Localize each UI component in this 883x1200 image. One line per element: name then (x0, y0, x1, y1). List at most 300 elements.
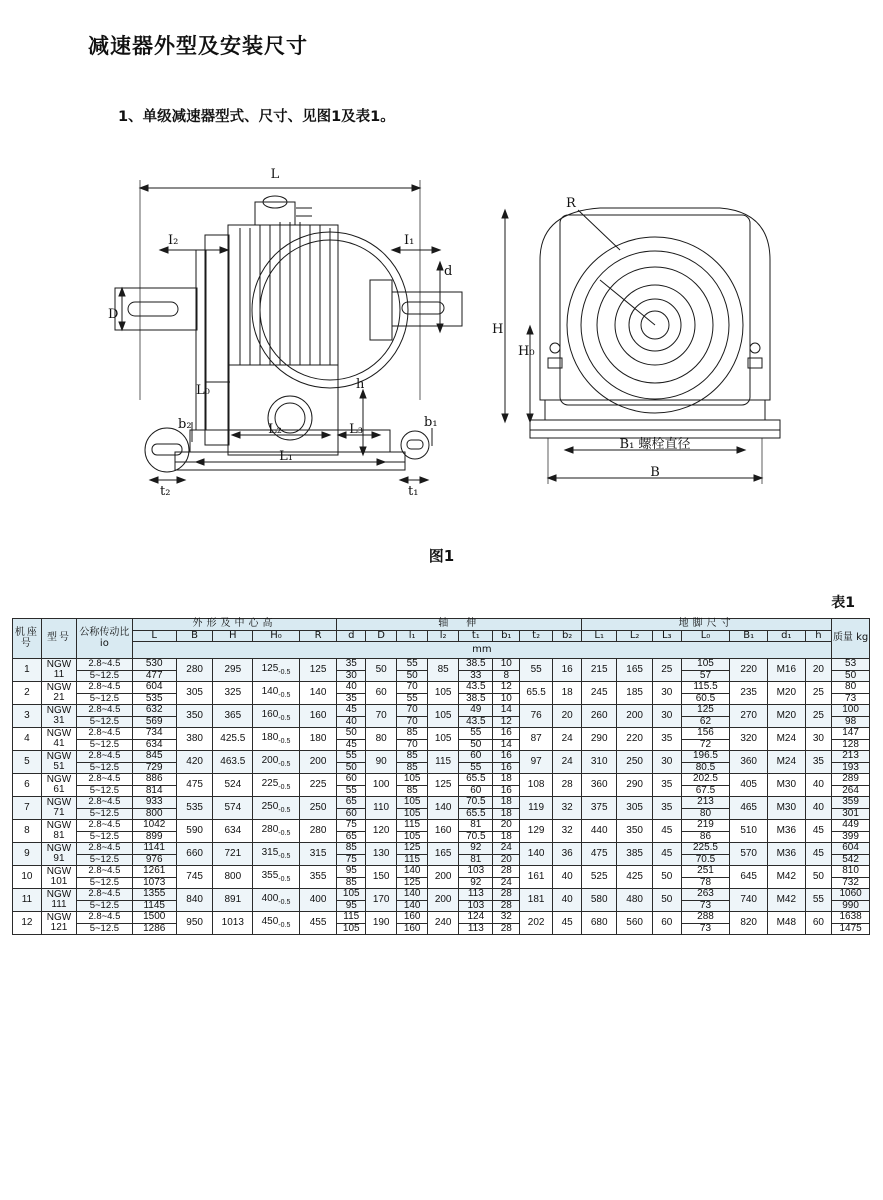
cell-b2: 32 (553, 797, 582, 820)
cell-R: 250 (299, 797, 337, 820)
cell-l1: 140 (397, 900, 428, 912)
th-weight-text: 质量 kg (832, 632, 869, 644)
cell-weight: 1060 (832, 889, 870, 901)
label-I2: I₂ (168, 233, 179, 248)
cell-t1: 65.5 (459, 808, 493, 820)
cell-weight: 399 (832, 831, 870, 843)
cell-l1: 105 (397, 774, 428, 786)
cell-b2: 40 (553, 889, 582, 912)
cell-D: 80 (366, 728, 397, 751)
cell-ratio: 5~12.5 (77, 923, 132, 935)
cell-ratio: 2.8~4.5 (77, 843, 132, 855)
cell-L: 1355 (132, 889, 176, 901)
cell-l1: 85 (397, 728, 428, 740)
table-row (13, 866, 870, 878)
cell-seat-no: 9 (13, 843, 42, 866)
cell-weight: 542 (832, 854, 870, 866)
table-row (13, 774, 870, 786)
cell-weight: 128 (832, 739, 870, 751)
cell-model-no: NGW 121 (41, 912, 76, 935)
cell-L2: 220 (617, 728, 652, 751)
th-foot-group: 地脚尺寸 (582, 619, 832, 631)
table-row (13, 751, 870, 763)
th-col-b2: b₂ (553, 630, 582, 642)
cell-l2: 115 (428, 751, 459, 774)
cell-d: 30 (337, 670, 366, 682)
cell-model-no: NGW 11 (41, 659, 76, 682)
cell-t1: 103 (459, 866, 493, 878)
cell-D: 170 (366, 889, 397, 912)
cell-d: 65 (337, 831, 366, 843)
cell-b2: 28 (553, 774, 582, 797)
cell-t2: 140 (520, 843, 553, 866)
cell-t1: 103 (459, 900, 493, 912)
cell-l1: 140 (397, 889, 428, 901)
th-col-d: d (337, 630, 366, 642)
cell-model-no: NGW 61 (41, 774, 76, 797)
cell-weight: 100 (832, 705, 870, 717)
cell-h: 35 (805, 751, 832, 774)
cell-l1: 55 (397, 693, 428, 705)
cell-L0: 213 (681, 797, 730, 809)
cell-L3: 30 (652, 751, 681, 774)
cell-t1: 113 (459, 923, 493, 935)
cell-b1: 16 (493, 785, 520, 797)
cell-ratio: 5~12.5 (77, 808, 132, 820)
cell-B: 420 (176, 751, 213, 774)
th-col-L: L (132, 630, 176, 642)
cell-H0: $180_{-0.5}$ (253, 728, 300, 751)
cell-model-no: NGW 101 (41, 866, 76, 889)
cell-B: 590 (176, 820, 213, 843)
cell-t1: 43.5 (459, 682, 493, 694)
cell-d1: M30 (767, 774, 805, 797)
cell-d: 105 (337, 923, 366, 935)
figure-caption: 图1 (428, 547, 455, 565)
cell-L2: 200 (617, 705, 652, 728)
table-row (13, 659, 870, 671)
cell-L: 886 (132, 774, 176, 786)
cell-L1: 360 (582, 774, 617, 797)
cell-seat-no: 11 (13, 889, 42, 912)
cell-l1: 70 (397, 716, 428, 728)
cell-B: 475 (176, 774, 213, 797)
cell-L3: 45 (652, 843, 681, 866)
cell-L3: 50 (652, 889, 681, 912)
cell-b1: 12 (493, 716, 520, 728)
cell-weight: 80 (832, 682, 870, 694)
cell-h: 40 (805, 774, 832, 797)
cell-L1: 475 (582, 843, 617, 866)
cell-B1: 465 (730, 797, 768, 820)
cell-l2: 85 (428, 659, 459, 682)
cell-d: 65 (337, 797, 366, 809)
cell-R: 455 (299, 912, 337, 935)
cell-h: 25 (805, 682, 832, 705)
cell-ratio: 5~12.5 (77, 739, 132, 751)
cell-B1: 235 (730, 682, 768, 705)
cell-L: 569 (132, 716, 176, 728)
label-b2: b₂ (178, 417, 192, 432)
cell-L1: 290 (582, 728, 617, 751)
cell-D: 70 (366, 705, 397, 728)
cell-L3: 60 (652, 912, 681, 935)
cell-d: 105 (337, 889, 366, 901)
cell-b2: 24 (553, 728, 582, 751)
cell-h: 25 (805, 705, 832, 728)
cell-B: 380 (176, 728, 213, 751)
cell-l2: 200 (428, 889, 459, 912)
cell-L: 1261 (132, 866, 176, 878)
cell-ratio: 2.8~4.5 (77, 682, 132, 694)
cell-l1: 140 (397, 866, 428, 878)
cell-D: 150 (366, 866, 397, 889)
cell-L: 530 (132, 659, 176, 671)
cell-L0: 251 (681, 866, 730, 878)
cell-B: 745 (176, 866, 213, 889)
cell-model-no: NGW 81 (41, 820, 76, 843)
cell-H: 634 (213, 820, 253, 843)
spec-table-body (13, 659, 870, 935)
cell-t1: 33 (459, 670, 493, 682)
cell-b1: 16 (493, 728, 520, 740)
cell-t2: 119 (520, 797, 553, 820)
cell-L0: 73 (681, 900, 730, 912)
cell-d: 55 (337, 751, 366, 763)
cell-L0: 80.5 (681, 762, 730, 774)
th-seat-no-text: 机座号 (14, 627, 39, 649)
cell-L2: 480 (617, 889, 652, 912)
cell-seat-no: 4 (13, 728, 42, 751)
cell-seat-no: 7 (13, 797, 42, 820)
cell-R: 225 (299, 774, 337, 797)
cell-weight: 73 (832, 693, 870, 705)
cell-H: 295 (213, 659, 253, 682)
cell-ratio: 2.8~4.5 (77, 820, 132, 832)
cell-L: 1145 (132, 900, 176, 912)
cell-model-no: NGW 21 (41, 682, 76, 705)
cell-H: 721 (213, 843, 253, 866)
cell-l1: 85 (397, 762, 428, 774)
cell-weight: 264 (832, 785, 870, 797)
cell-seat-no: 2 (13, 682, 42, 705)
cell-B1: 645 (730, 866, 768, 889)
cell-h: 30 (805, 728, 832, 751)
table-row (13, 682, 870, 694)
cell-seat-no: 3 (13, 705, 42, 728)
cell-d: 115 (337, 912, 366, 924)
th-model-no (41, 619, 76, 659)
cell-t2: 65.5 (520, 682, 553, 705)
cell-weight: 604 (832, 843, 870, 855)
cell-d1: M20 (767, 682, 805, 705)
cell-l1: 105 (397, 808, 428, 820)
cell-t1: 60 (459, 785, 493, 797)
cell-h: 55 (805, 889, 832, 912)
cell-d: 60 (337, 808, 366, 820)
cell-L: 634 (132, 739, 176, 751)
cell-D: 50 (366, 659, 397, 682)
cell-L: 1500 (132, 912, 176, 924)
cell-b2: 16 (553, 659, 582, 682)
cell-l1: 115 (397, 854, 428, 866)
cell-L: 800 (132, 808, 176, 820)
table-row (13, 705, 870, 717)
cell-B1: 360 (730, 751, 768, 774)
cell-B: 350 (176, 705, 213, 728)
cell-t1: 81 (459, 820, 493, 832)
cell-t1: 70.5 (459, 797, 493, 809)
cell-H: 800 (213, 866, 253, 889)
cell-L0: 78 (681, 877, 730, 889)
cell-weight: 147 (832, 728, 870, 740)
cell-t1: 81 (459, 854, 493, 866)
cell-l1: 125 (397, 843, 428, 855)
cell-b2: 45 (553, 912, 582, 935)
th-col-H0: H₀ (253, 630, 300, 642)
cell-l1: 70 (397, 682, 428, 694)
cell-L0: 70.5 (681, 854, 730, 866)
cell-ratio: 5~12.5 (77, 716, 132, 728)
cell-b1: 12 (493, 682, 520, 694)
cell-H0: $315_{-0.5}$ (253, 843, 300, 866)
cell-t1: 92 (459, 877, 493, 889)
cell-H: 1013 (213, 912, 253, 935)
cell-weight: 301 (832, 808, 870, 820)
cell-b1: 10 (493, 659, 520, 671)
cell-weight: 213 (832, 751, 870, 763)
cell-l1: 85 (397, 785, 428, 797)
cell-L1: 440 (582, 820, 617, 843)
cell-ratio: 5~12.5 (77, 900, 132, 912)
label-L1: L₁ (279, 449, 293, 464)
cell-L2: 250 (617, 751, 652, 774)
cell-t2: 55 (520, 659, 553, 682)
th-weight (832, 619, 870, 659)
cell-t2: 76 (520, 705, 553, 728)
cell-D: 100 (366, 774, 397, 797)
cell-seat-no: 6 (13, 774, 42, 797)
cell-L1: 245 (582, 682, 617, 705)
th-col-t1: t₁ (459, 630, 493, 642)
cell-seat-no: 1 (13, 659, 42, 682)
cell-b2: 24 (553, 751, 582, 774)
th-col-t2: t₂ (520, 630, 553, 642)
cell-B1: 510 (730, 820, 768, 843)
cell-h: 60 (805, 912, 832, 935)
cell-t1: 55 (459, 728, 493, 740)
cell-l1: 70 (397, 739, 428, 751)
cell-B1: 740 (730, 889, 768, 912)
cell-l1: 70 (397, 705, 428, 717)
cell-weight: 1475 (832, 923, 870, 935)
cell-b1: 18 (493, 831, 520, 843)
cell-D: 110 (366, 797, 397, 820)
cell-L1: 375 (582, 797, 617, 820)
cell-d1: M30 (767, 797, 805, 820)
cell-l2: 105 (428, 728, 459, 751)
cell-ratio: 5~12.5 (77, 877, 132, 889)
cell-L: 1042 (132, 820, 176, 832)
cell-L: 477 (132, 670, 176, 682)
cell-t1: 50 (459, 739, 493, 751)
th-col-L1: L₁ (582, 630, 617, 642)
cell-d1: M24 (767, 728, 805, 751)
cell-H0: $160_{-0.5}$ (253, 705, 300, 728)
cell-L1: 310 (582, 751, 617, 774)
cell-d: 40 (337, 682, 366, 694)
cell-L: 845 (132, 751, 176, 763)
label-H0: H₀ (518, 344, 535, 359)
cell-B1: 270 (730, 705, 768, 728)
cell-ratio: 5~12.5 (77, 831, 132, 843)
cell-L: 1073 (132, 877, 176, 889)
cell-seat-no: 8 (13, 820, 42, 843)
cell-L0: 196.5 (681, 751, 730, 763)
cell-weight: 990 (832, 900, 870, 912)
cell-L0: 156 (681, 728, 730, 740)
th-col-b1: b₁ (493, 630, 520, 642)
cell-h: 40 (805, 797, 832, 820)
cell-L3: 25 (652, 659, 681, 682)
cell-model-no: NGW 51 (41, 751, 76, 774)
cell-L0: 219 (681, 820, 730, 832)
cell-seat-no: 5 (13, 751, 42, 774)
cell-B: 840 (176, 889, 213, 912)
table-row (13, 912, 870, 924)
cell-l1: 160 (397, 912, 428, 924)
cell-L2: 165 (617, 659, 652, 682)
cell-l2: 105 (428, 682, 459, 705)
cell-H0: $225_{-0.5}$ (253, 774, 300, 797)
cell-b1: 18 (493, 808, 520, 820)
cell-d1: M20 (767, 705, 805, 728)
cell-H: 325 (213, 682, 253, 705)
cell-t2: 181 (520, 889, 553, 912)
label-d: d (444, 264, 453, 279)
cell-B1: 820 (730, 912, 768, 935)
cell-d: 45 (337, 705, 366, 717)
cell-L0: 263 (681, 889, 730, 901)
th-col-h: h (805, 630, 832, 642)
cell-L: 632 (132, 705, 176, 717)
cell-b1: 20 (493, 854, 520, 866)
cell-L1: 215 (582, 659, 617, 682)
cell-t2: 202 (520, 912, 553, 935)
cell-L0: 73 (681, 923, 730, 935)
cell-l1: 105 (397, 797, 428, 809)
cell-l2: 105 (428, 705, 459, 728)
cell-L2: 560 (617, 912, 652, 935)
cell-H: 574 (213, 797, 253, 820)
cell-b1: 14 (493, 705, 520, 717)
th-col-d1: d₁ (767, 630, 805, 642)
cell-ratio: 2.8~4.5 (77, 774, 132, 786)
cell-b1: 14 (493, 739, 520, 751)
cell-d1: M36 (767, 843, 805, 866)
cell-b1: 28 (493, 900, 520, 912)
label-L3: L₃ (349, 422, 363, 437)
cell-L: 933 (132, 797, 176, 809)
cell-d: 75 (337, 854, 366, 866)
cell-d: 95 (337, 900, 366, 912)
cell-t1: 113 (459, 889, 493, 901)
cell-seat-no: 10 (13, 866, 42, 889)
cell-L3: 30 (652, 682, 681, 705)
cell-model-no: NGW 111 (41, 889, 76, 912)
table-row (13, 843, 870, 855)
cell-L1: 580 (582, 889, 617, 912)
label-H: H (492, 322, 504, 337)
cell-L: 814 (132, 785, 176, 797)
cell-B: 280 (176, 659, 213, 682)
cell-b1: 16 (493, 751, 520, 763)
cell-L2: 425 (617, 866, 652, 889)
label-t1: t₁ (408, 484, 419, 499)
cell-d: 60 (337, 774, 366, 786)
cell-D: 60 (366, 682, 397, 705)
cell-l1: 50 (397, 670, 428, 682)
th-col-H: H (213, 630, 253, 642)
cell-d: 95 (337, 866, 366, 878)
cell-B: 660 (176, 843, 213, 866)
cell-H0: $140_{-0.5}$ (253, 682, 300, 705)
cell-b1: 16 (493, 762, 520, 774)
cell-D: 90 (366, 751, 397, 774)
cell-l1: 105 (397, 831, 428, 843)
cell-L0: 86 (681, 831, 730, 843)
cell-l2: 140 (428, 797, 459, 820)
cell-b1: 28 (493, 866, 520, 878)
label-L: L (270, 167, 280, 182)
th-shaft-group: 轴 伸 (337, 619, 582, 631)
cell-B1: 320 (730, 728, 768, 751)
cell-model-no: NGW 71 (41, 797, 76, 820)
spec-table-container (12, 618, 870, 935)
cell-L2: 290 (617, 774, 652, 797)
cell-d: 85 (337, 843, 366, 855)
cell-ratio: 5~12.5 (77, 854, 132, 866)
cell-t1: 65.5 (459, 774, 493, 786)
cell-R: 160 (299, 705, 337, 728)
label-D: D (108, 307, 119, 322)
cell-t1: 70.5 (459, 831, 493, 843)
cell-R: 140 (299, 682, 337, 705)
th-outline-group: 外形及中心高 (132, 619, 337, 631)
cell-b2: 36 (553, 843, 582, 866)
cell-t2: 129 (520, 820, 553, 843)
cell-d: 45 (337, 739, 366, 751)
cell-L1: 260 (582, 705, 617, 728)
cell-L1: 525 (582, 866, 617, 889)
cell-R: 125 (299, 659, 337, 682)
cell-L3: 35 (652, 728, 681, 751)
cell-t1: 92 (459, 843, 493, 855)
cell-H: 365 (213, 705, 253, 728)
cell-ratio: 2.8~4.5 (77, 659, 132, 671)
unit-row (13, 642, 870, 659)
th-col-l2: l₂ (428, 630, 459, 642)
cell-t1: 55 (459, 762, 493, 774)
cell-weight: 289 (832, 774, 870, 786)
cell-H: 425.5 (213, 728, 253, 751)
table-row (13, 797, 870, 809)
cell-L: 1141 (132, 843, 176, 855)
th-col-L0: L₀ (681, 630, 730, 642)
cell-L0: 57 (681, 670, 730, 682)
cell-B: 950 (176, 912, 213, 935)
th-col-D: D (366, 630, 397, 642)
